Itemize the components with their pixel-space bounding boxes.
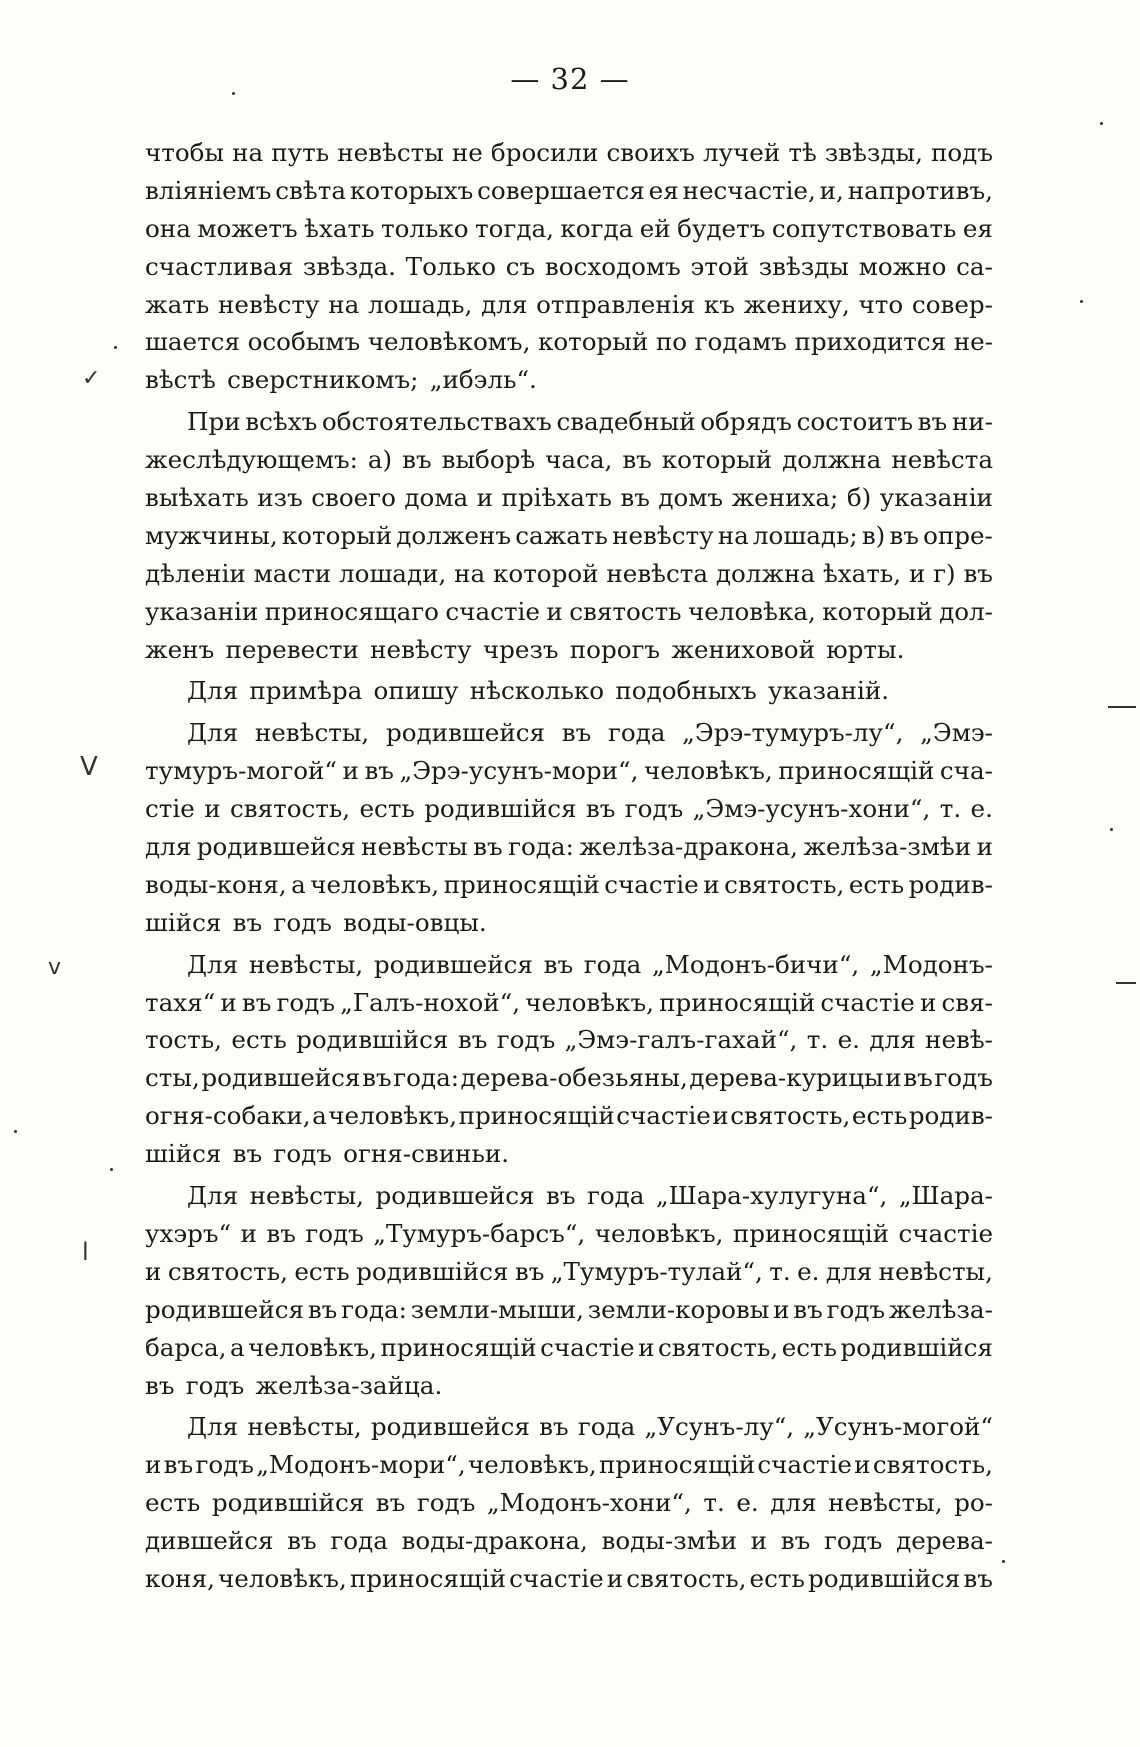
text-line: Для невѣсты, родившейся въ года „Модонъ-бичи“, „Модонъ- (187, 949, 993, 979)
paragraph (145, 946, 993, 1173)
text-line: родившейся въ года: земли-мыши, земли-коровы и въ годъ желѣза- (145, 1294, 993, 1324)
scan-speck (14, 1130, 17, 1133)
scan-mark (1108, 706, 1136, 708)
scan-mark (1116, 982, 1136, 984)
page-body (145, 134, 993, 1598)
scan-speck (110, 1168, 113, 1171)
margin-checkmark: ✓ (82, 366, 101, 391)
scan-speck (1080, 300, 1083, 303)
text-line: сты, родившейся въ года: дерева-обезьяны, дерева-курицы и въ годъ (145, 1063, 993, 1093)
paragraph (145, 714, 993, 941)
paragraph (145, 672, 993, 710)
text-line: и святость, есть родившійся въ „Тумуръ-тулай“, т. е. для невѣсты, (145, 1256, 993, 1286)
text-line: дѣленіи масти лошади, на которой невѣста должна ѣхать, и г) въ (145, 558, 993, 588)
text-line: огня-собаки, а человѣкъ, приносящій счастіе и святость, есть родив- (145, 1101, 993, 1131)
text-line: жать невѣсту на лошадь, для отправленія къ жениху, что совер- (145, 289, 993, 319)
text-line: для родившейся невѣсты въ года: желѣза-дракона, желѣза-змѣи и (145, 832, 993, 862)
scan-speck (232, 92, 235, 95)
margin-checkmark: v (48, 955, 62, 980)
paragraph (145, 403, 993, 668)
text-line: тумуръ-могой“ и въ „Эрэ-усунъ-мори“, человѣкъ, приносящій сча- (145, 756, 993, 786)
text-line: воды-коня, а человѣкъ, приносящій счастіе и святость, есть родив- (145, 869, 993, 899)
text-line: тость, есть родившійся въ годъ „Эмэ-галъ-гахай“, т. е. для невѣ- (145, 1025, 993, 1055)
page-number: — 32 — (510, 62, 630, 96)
text-line: стіе и святость, есть родившійся въ годъ „Эмэ-усунъ-хони“, т. е. (145, 794, 993, 824)
margin-checkmark: V (80, 752, 98, 782)
paragraph (145, 1408, 993, 1597)
text-line: дившейся въ года воды-дракона, воды-змѣи и въ годъ дерева- (145, 1526, 993, 1556)
text-line: Для примѣра опишу нѣсколько подобныхъ указаній. (187, 676, 890, 706)
text-line: и въ годъ „Модонъ-мори“, человѣкъ, приносящій счастіе и святость, (145, 1450, 993, 1480)
text-line: При всѣхъ обстоятельствахъ свадебный обрядъ состоитъ въ ни- (187, 407, 993, 437)
text-line: вѣстѣ сверстникомъ; „ибэль“. (145, 365, 537, 395)
text-line: коня, человѣкъ, приносящій счастіе и святость, есть родившійся въ (145, 1563, 993, 1593)
scan-speck (1100, 122, 1103, 125)
text-line: ухэръ“ и въ годъ „Тумуръ-барсъ“, человѣкъ, приносящій счастіе (145, 1218, 993, 1248)
text-line: Для невѣсты, родившейся въ года „Усунъ-лу“, „Усунъ-могой“ (187, 1412, 993, 1442)
text-line: счастливая звѣзда. Только съ восходомъ этой звѣзды можно са- (145, 251, 993, 281)
text-line: женъ перевести невѣсту чрезъ порогъ жениховой юрты. (145, 634, 905, 664)
text-line: барса, а человѣкъ, приносящій счастіе и святость, есть родившійся (145, 1332, 993, 1362)
text-line: вліяніемъ свѣта которыхъ совершается ея несчастіе, и, напротивъ, (145, 175, 993, 205)
text-line: указаніи приносящаго счастіе и святость человѣка, который дол- (145, 596, 993, 626)
text-line: есть родившійся въ годъ „Модонъ-хони“, т. е. для невѣсты, ро- (145, 1488, 993, 1518)
scan-speck (114, 346, 117, 349)
margin-checkmark: l (82, 1238, 89, 1266)
text-line: она можетъ ѣхать только тогда, когда ей будетъ сопутствовать ея (145, 213, 993, 243)
text-line: мужчины, который долженъ сажать невѣсту на лошадь; в) въ опре- (145, 520, 993, 550)
text-line: въ годъ желѣза-зайца. (145, 1370, 443, 1400)
text-line: шается особымъ человѣкомъ, который по годамъ приходится не- (145, 327, 993, 357)
text-line: жеслѣдующемъ: а) въ выборѣ часа, въ который должна невѣста (145, 445, 993, 475)
text-line: Для невѣсты, родившейся въ года „Шара-хулугуна“, „Шара- (187, 1181, 993, 1211)
text-line: выѣхать изъ своего дома и пріѣхать въ домъ жениха; б) указаніи (145, 483, 993, 513)
paragraph (145, 1177, 993, 1404)
scan-speck (1110, 828, 1113, 831)
scan-speck (1002, 1560, 1005, 1563)
paragraph (145, 134, 993, 399)
text-line: Для невѣсты, родившейся въ года „Эрэ-тумуръ-лу“, „Эмэ- (187, 718, 993, 748)
text-line: шійся въ годъ огня-свиньи. (145, 1139, 510, 1169)
text-line: чтобы на путь невѣсты не бросили своихъ лучей тѣ звѣзды, подъ (145, 138, 993, 167)
text-line: тахя“ и въ годъ „Галъ-нохой“, человѣкъ, приносящій счастіе и свя- (145, 987, 993, 1017)
text-line: шійся въ годъ воды-овцы. (145, 907, 487, 937)
